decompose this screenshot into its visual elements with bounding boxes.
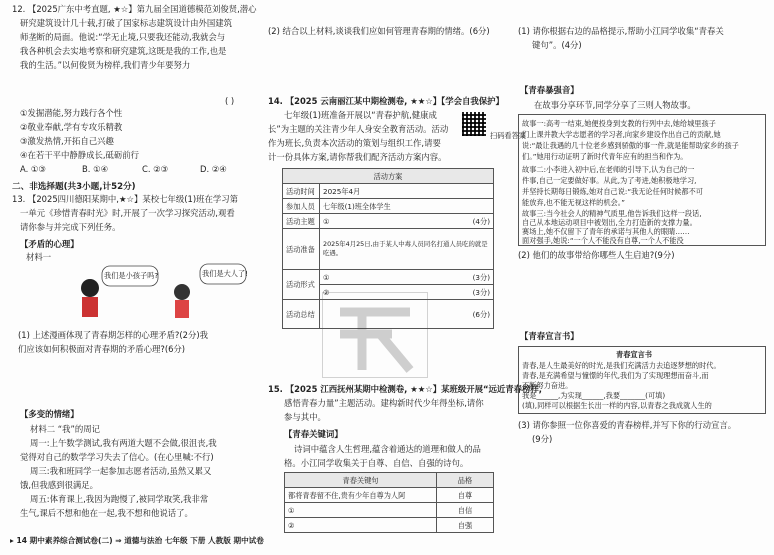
q12-item-2: ②敬业奉献,学有专攻乐精教	[20, 122, 123, 132]
material-2-line-3: 觉得对自己的数学学习失去了信心。(在心里喊:不行)	[20, 452, 214, 462]
declaration-title: 青春宣言书	[616, 350, 652, 359]
story-2-line-2: 件事,自己一定要做好事。从此,为了考进,她积极地学习,	[522, 176, 697, 185]
cartoon-bubble-2: 我们是大人了!	[202, 269, 249, 278]
poem-cell-quality: 自强	[437, 518, 494, 533]
material-1-label: 材料一	[26, 252, 52, 262]
q13-tag-2: 【多变的情绪】	[20, 409, 79, 419]
poem-cell-quality: 自信	[437, 503, 494, 518]
material-2-line-1: 材料二 “我”的周记	[30, 424, 100, 434]
plan-score: (3分)	[472, 272, 490, 282]
declaration-line-5: (填),同样可以根据生长出一样的内容,以青春之我成就人生的	[522, 401, 712, 410]
story-3-line-1: 故事三:当今社会人的精神气质里,他告诉我们这样一段话,	[522, 209, 702, 218]
q14-line-3: 作为班长,负责本次活动的策划与组织工作,请要	[268, 138, 441, 148]
q13-sub1-line-2: 们应该如何积极面对青春期的矛盾心理?(6分)	[18, 344, 186, 354]
story-3-line-2: 自己从本地运动项目中被划出,全力打造新的支撑力量。	[522, 218, 697, 227]
poem-header-phrase: 青春关键句	[285, 473, 437, 488]
q14-line-2: 长”为主题的关注青少年人身安全教育活动。活动	[268, 124, 449, 134]
q12-item-3: ③激发热情,开拓自己兴趣	[20, 136, 114, 146]
material-2-line-4: 周三:我和班同学一起参加志愿者活动,虽然又累又	[30, 466, 212, 476]
q12-option-c: C. ②③	[142, 164, 169, 174]
q12-item-1: ①发掘潜能,努力践行各个性	[20, 108, 123, 118]
q12-answer-blank: ( )	[225, 96, 235, 106]
story-1-line-3: 说:“最让我遇的几十位老乡感到骄傲的事一件,就是能帮助家乡的孩子	[522, 141, 739, 150]
poem-cell-phrase: ②	[285, 518, 437, 533]
declaration-line-4: 我是______,为实现______,我要_______(可填)	[522, 391, 666, 400]
material-2-line-7: 生气,课后不想和他在一起,我不想和他说话了。	[20, 508, 193, 518]
q15-line-1: 感悟青春力量”主题活动。建构新时代少年得坐标,请你	[284, 398, 484, 408]
q14-line-1: 七年级(1)班准备开展以“青春护航,健康成	[284, 110, 437, 120]
q15-sub2: (2) 他们的故事带给你哪些人生启迪?(9分)	[518, 250, 675, 260]
plan-row-label: 活动形式	[283, 270, 320, 300]
declaration-line-2: 青春,是充满希望与憧憬的年代,我们为了实现理想而奋斗,而	[522, 371, 709, 380]
q13-sub1-line-1: (1) 上述漫画体现了青春期怎样的心理矛盾?(2分)我	[18, 330, 208, 340]
material-2-line-2: 周一:上午数学测试,我有两道大题不会做,很沮丧,我	[30, 438, 217, 448]
tag-youth-declaration: 【青春宣言书】	[520, 331, 579, 341]
plan-blank-marker: ①	[323, 216, 330, 226]
material-2-line-5: 饿,但我感到很满足。	[20, 480, 99, 490]
q14-heading: 14. 【2025 云南丽江某中期检测卷, ★★☆】【学会自我保护】	[268, 96, 504, 106]
plan-row-value: 2025年4月25日,由于某人中毒人员同名打通人员吃的就是吃遇。	[320, 229, 494, 270]
plan-row-value	[320, 270, 494, 285]
plan-row-label: 活动主题	[283, 214, 320, 229]
q15-sub1-line-2: 键句”。(4分)	[532, 40, 582, 50]
story-1-line-4: 们。”她用行动证明了新时代青年应有的担当和作为。	[522, 152, 688, 161]
q12-line-4: 我各种机会去实地考察和研究建筑,这既是我的工作,也是	[20, 46, 227, 56]
q15-line-2: 参与其中。	[284, 412, 326, 422]
plan-title: 活动方案	[283, 169, 494, 184]
plan-row-value	[320, 214, 494, 229]
q12-line-1: 12. 【2025广东中考直题, ★☆】第九届全国道德模范刘俊贤,潜心	[12, 4, 257, 14]
story-1-line-1: 故事一:高考一结束,她便投身到支教的行列中去,她给城里孩子	[522, 119, 716, 128]
plan-row-label: 活动准备	[283, 229, 320, 270]
plan-score: (4分)	[472, 216, 490, 226]
q13-line-3: 请你参与并完成下列任务。	[20, 222, 121, 232]
q12-option-d: D. ②④	[200, 164, 227, 174]
cartoon-bubble-1: 我们是小孩子吗?	[104, 271, 159, 280]
qr-caption: 扫码看答案	[490, 131, 526, 140]
story-3-line-3: 赛场上,她不仅留下了青年的承诺与其他人的眼睛……	[522, 227, 690, 236]
plan-score: (6分)	[472, 309, 490, 319]
q15-body-2: 格。小江同学收集关于自尊、自信、自强的诗句。	[284, 458, 469, 468]
plan-row-label: 活动时间	[283, 184, 320, 199]
poem-table	[284, 472, 494, 533]
plan-row-value: 七年级(1)班全体学生	[320, 199, 494, 214]
q15-sub3-line-2: (9分)	[532, 434, 553, 444]
q12-line-5: 我的生活。”以何俊贤为榜样,我们青少年要努力	[20, 60, 191, 70]
story-3-line-4: 面对强手,她说:“一个人不能没有自尊,一个人不能没	[522, 236, 684, 245]
q12-option-b: B. ①④	[82, 164, 109, 174]
poem-header-quality: 品格	[437, 473, 494, 488]
poem-cell-quality: 自尊	[437, 488, 494, 503]
q15-sub1-line-1: (1) 请你根据右边的品格提示,帮助小江同学收集“青春关	[518, 26, 724, 36]
story-2-line-4: 能放弃,也不能无视这样的机会。”	[522, 198, 626, 207]
poem-cell-phrase: 都将青春留不住,贵有少年自尊为人阿	[285, 488, 437, 503]
story-2-line-1: 故事二:小李进入初中后,在老师的引导下,认为自己的一	[522, 165, 695, 174]
plan-row-label: 活动总结	[283, 300, 320, 329]
q15-heading: 15. 【2025 江西抚州某期中检测卷, ★★☆】某班级开展“远近青春榜样,	[268, 384, 542, 394]
q12-item-4: ④在若干平中静静成长,砥砺前行	[20, 150, 140, 160]
material-2-line-6: 周五:体育课上,我因为跑慢了,被同学取笑,我非常	[30, 494, 209, 504]
tag-youth-voice: 【青春暴强音】	[520, 85, 579, 95]
qr-code-icon	[462, 112, 486, 136]
q13-line-2: 一单元《珍惜青春时光》时,开展了一次学习探究活动,观看	[20, 208, 235, 218]
watermark-logo	[322, 292, 428, 378]
declaration-line-1: 青春,是人生最美好的时光,是我们充满活力去追逐梦想的时代。	[522, 361, 721, 370]
q13-line-1: 13. 【2025四川德阳某期中,★☆】某校七年级(1)班在学习第	[12, 194, 238, 204]
story-intro: 在故事分享环节,同学分享了三则人物故事。	[534, 100, 696, 110]
q15-body-1: 诗词中蕴含人生哲理,蕴含着通达的道理和做人的品	[294, 444, 481, 454]
q12-line-2: 研究建筑设计几十载,打破了国家标志建筑设计由外国建筑	[20, 18, 233, 28]
declaration-line-3: 不断努力奋进。	[522, 381, 573, 390]
page-footer: ▸ 14 期中素养综合测试卷(二) ⇒ 道德与法治 七年级 下册 人教版 期中试卷	[10, 536, 264, 545]
plan-blank-marker: ②	[323, 287, 330, 297]
poem-cell-phrase: ①	[285, 503, 437, 518]
q15-tag: 【青春关键词】	[284, 429, 343, 439]
section-2-heading: 二、非选择题(共3小题,计52分)	[12, 182, 136, 192]
story-2-line-3: 并坚持长期每日锻炼,她对自己说:“我无论任何时候都不可	[522, 187, 703, 196]
q12-option-a: A. ①③	[20, 164, 46, 174]
plan-row-value: 2025年4月	[320, 184, 494, 199]
plan-row-label: 参加人员	[283, 199, 320, 214]
q12-line-3: 师垄断的局面。他说:“学无止境,只要我还能动,我就会与	[20, 32, 226, 42]
story-1-line-2: 们上课并教大学志愿者的学习者,向家乡建设作出自己的贡献,她	[522, 130, 721, 139]
q14-line-4: 计一份具体方案,请你帮我们配齐活动方案内容。	[268, 152, 447, 162]
q13-sub2: (2) 结合以上材料,谈谈我们应如何管理青春期的情绪。(6分)	[268, 26, 490, 36]
plan-score: (3分)	[472, 287, 490, 297]
plan-blank-marker: ①	[323, 272, 330, 282]
q15-sub3-line-1: (3) 请你参照一位你喜爱的青春榜样,并写下你的行动宣言。	[518, 420, 737, 430]
q13-task-tag: 【矛盾的心理】	[20, 239, 79, 249]
